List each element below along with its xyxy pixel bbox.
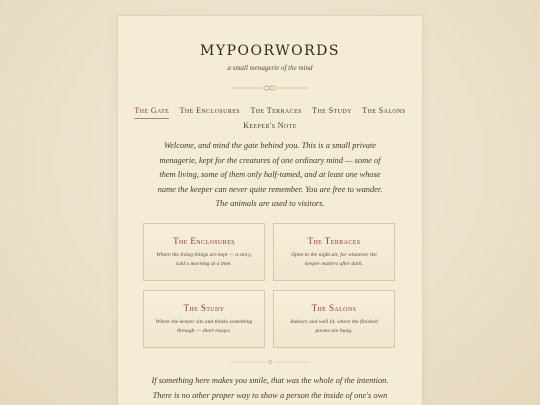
nav-item-the-study[interactable]: The Study xyxy=(312,106,352,115)
closing-paragraph: If something here makes you smile, that was the whole of the intention. There is no other proper way to show a person the inside of one's own xyxy=(151,376,389,400)
card-the-study[interactable] xyxy=(143,290,265,348)
card-title: The Study xyxy=(183,303,225,313)
card-description: Open to the night air, for whatever the keeper mutters after dark. xyxy=(291,252,377,267)
card-the-enclosures[interactable] xyxy=(143,223,265,281)
card-the-salons[interactable] xyxy=(273,290,395,348)
card-description: Indoors and well lit, where the finished poems are hung. xyxy=(290,319,378,334)
card-title: The Terraces xyxy=(307,236,361,246)
card-title: The Salons xyxy=(311,303,357,313)
card-description: Where the keeper sits and thinks something through — short essays. xyxy=(155,319,253,334)
site-title[interactable]: MYPOORWORDS xyxy=(200,43,340,59)
nav-row-1 xyxy=(118,104,422,119)
nav-row-2 xyxy=(118,119,422,133)
nav-item-the-salons[interactable]: The Salons xyxy=(362,106,406,115)
card-description: Where the living things are kept — a story, told a morning at a time. xyxy=(156,252,252,267)
nav-item-the-gate[interactable]: The Gate xyxy=(134,104,169,119)
ornament-divider-icon xyxy=(232,84,308,92)
intro-paragraph: Welcome, and mind the gate behind you. This is a small private menagerie, kept for the creatures of one ordinary mind — some of them living, some of them only half-tamed, and at least one whose name the keeper can never quite remember. You are free to wander. The animals are used to visitors. xyxy=(157,141,383,208)
nav-item-keepers-note[interactable]: Keeper's Note xyxy=(243,121,297,130)
main-nav xyxy=(118,104,422,133)
section-divider-icon xyxy=(230,359,310,365)
nav-item-the-terraces[interactable]: The Terraces xyxy=(250,106,302,115)
page-panel xyxy=(118,16,422,405)
card-title: The Enclosures xyxy=(173,236,235,246)
site-tagline: a small menagerie of the mind xyxy=(227,64,313,72)
card-the-terraces[interactable] xyxy=(273,223,395,281)
nav-item-the-enclosures[interactable]: The Enclosures xyxy=(179,106,241,115)
